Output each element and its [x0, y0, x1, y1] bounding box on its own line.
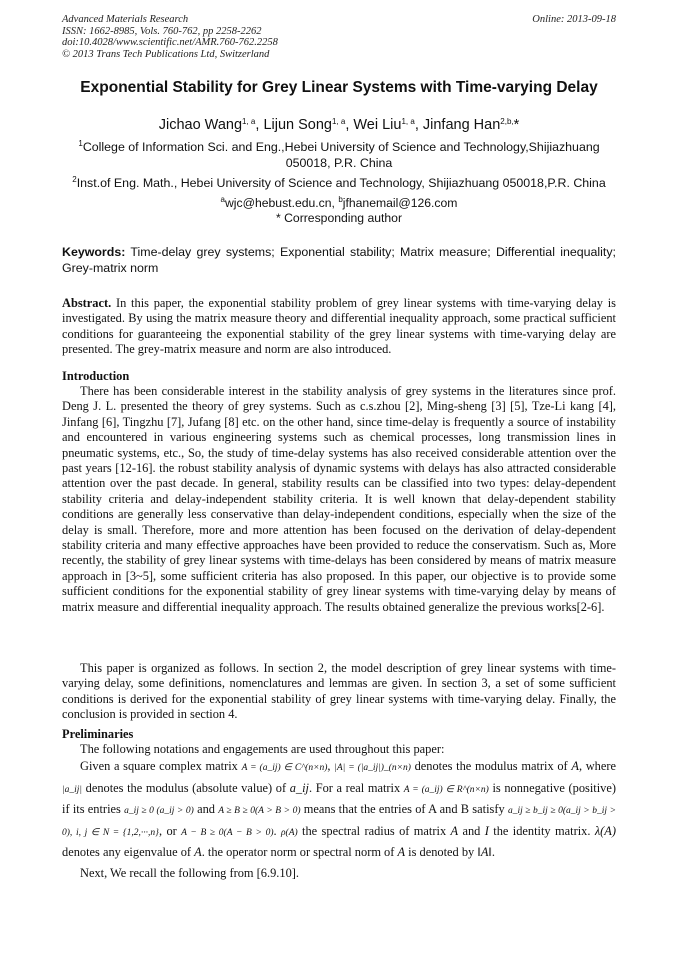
- section-heading-introduction: Introduction: [62, 369, 130, 383]
- corresponding-author-note: * Corresponding author: [275, 211, 403, 225]
- preliminaries-body: [62, 742, 616, 884]
- author-name: Jinfang Han: [422, 117, 501, 133]
- section-heading-preliminaries: Preliminaries: [62, 727, 134, 741]
- math-expression: a_ij ≥ 0 (a_ij > 0): [124, 806, 194, 817]
- math-expression: I: [484, 823, 489, 838]
- abstract-text: In this paper, the exponential stability problem of grey linear systems with time-varying delay is investigated. By using the matrix measure theory and differential inequality approach, some practical sufficient conditions for guaranteeing the exponential stability of the grey linear systems with time-varying delay are presented. The grey-matrix measure and norm are also introduced.: [62, 296, 616, 357]
- author-name: Wei Liu: [353, 117, 402, 133]
- corresponding-star-icon: *: [513, 117, 520, 133]
- text-run: , where: [578, 759, 616, 774]
- math-expression: A: [571, 759, 579, 774]
- journal-name: Advanced Materials Research: [62, 14, 189, 25]
- math-expression: A = (a_ij) ∈ R^(n×n): [403, 784, 489, 795]
- text-run: . the operator norm or spectral norm of: [201, 845, 398, 860]
- author-list: Jichao Wang$^{1, a}$, Lijun Song$^{1, a}$, Wei Liu$^{1, a}$, Jinfang Han$^{2,b,}$*: [158, 117, 520, 133]
- text-run: the identity matrix.: [488, 823, 595, 838]
- text-run: denotes any eigenvalue of: [62, 845, 195, 860]
- math-expression: A ≥ B ≥ 0(A > B > 0): [218, 806, 301, 817]
- email-a[interactable]: wjc@hebust.edu.cn,: [225, 196, 339, 210]
- text-run: is denoted by: [405, 845, 478, 860]
- author-name: Lijun Song: [263, 117, 332, 133]
- copyright-line: © 2013 Trans Tech Publications Ltd, Switzerland: [62, 48, 270, 60]
- math-expression: a_ij ≥ b_ij ≥ 0(a_ij > b_ij > 0), i, j ∈ N = {1,2,···,n}: [62, 806, 616, 838]
- text-run: and: [193, 802, 219, 817]
- email-sup: a: [220, 195, 225, 204]
- author-affiliation-sup: 2,b,: [500, 117, 514, 126]
- text-run: .: [273, 823, 281, 838]
- preliminaries-paragraph-3: Next, We recall the following from [6.9.10].: [80, 866, 299, 881]
- author-affiliation-sup: 1, a: [331, 117, 346, 126]
- math-expression: |a_ij|: [62, 784, 83, 795]
- math-expression: A: [450, 823, 459, 838]
- math-expression: A: [397, 845, 406, 860]
- math-expression: ‖A‖: [477, 845, 492, 860]
- abstract: [62, 296, 616, 358]
- email-block: [62, 196, 616, 226]
- math-expression: ρ(A): [280, 827, 298, 838]
- author-name: Jichao Wang: [158, 117, 243, 133]
- paper-title: Exponential Stability for Grey Linear Systems with Time-varying Delay: [80, 79, 598, 96]
- text-run: means that the entries of A and B satisfy: [300, 802, 508, 817]
- affiliation-1: [70, 139, 608, 171]
- math-expression: a_ij: [289, 780, 309, 795]
- text-run: . For a real matrix: [308, 780, 404, 795]
- text-run: is nonnegative (positive) if its entries: [62, 780, 616, 817]
- keywords: [62, 244, 616, 276]
- math-expression: A = (a_ij) ∈ C^(n×n): [241, 763, 328, 774]
- text-run: .: [491, 845, 495, 860]
- text-run: ,: [327, 759, 335, 774]
- text-run: , or: [158, 823, 182, 838]
- affiliation-2: [62, 175, 616, 191]
- introduction-paragraph-1: There has been considerable interest in the stability analysis of grey systems in the literatures since prof. Deng J. L. presented the theory of grey systems. Such as c.s.zhou [2], Ming-sheng [3] [5], Tze-Li kang [4], Jinfang [6], Tingzhu [7], Jufang [8] etc. on the other hand, since time-delay is frequently a source of instability and encountered in various engineering systems such as chemical processes, long transmission lines in pneumatic systems, etc., So, the study of time-delay systems has also received considerable attention over the past years [12-16]. the robust stability analysis of dynamic systems with delays has also attracted considerable attention over the past decade. In general, stability results can be classified into two types: delay-dependent stability criteria and delay-independent stability criteria. It is well known that delay-dependent stability conditions are generally less conservative than delay-independent conditions, especially when the size of the delay is small. Therefore, more and more attention has been focused on the derivation of delay-dependent stability criteria and many effective approaches have been provided to reduce the conservatism. Such as, More recently, the stability of grey linear systems with time-delays has been considered by means of matrix measure approach in [3~5], some sufficient criteria has also proposed. In this paper, our objective is to provide some sufficient conditions for the exponential stability of grey linear systems with time-varying delay by means of matrix measure and differential inequality approach. The results obtained generalize the previous works[2-6].: [62, 384, 616, 614]
- introduction-paragraph-2: This paper is organized as follows. In section 2, the model description of grey linear systems with time-varying delay, some definitions, nomenclatures and lemmas are given. In section 3, a set of some sufficient conditions is derived for the exponential stability of grey linear systems with time-varying delay. Finally, the conclusion is provided in section 4.: [62, 661, 616, 722]
- math-expression: λ(A): [594, 823, 616, 838]
- affiliation-text: Inst.of Eng. Math., Hebei University of Science and Technology, Shijiazhuang 050018,P.R. China: [76, 176, 606, 190]
- math-expression: A: [194, 845, 202, 860]
- affiliation-text: College of Information Sci. and Eng.,Hebei University of Science and Technology,Shijiazhuang 050018, P.R. China: [82, 140, 600, 170]
- math-expression: A − B ≥ 0(A − B > 0): [181, 827, 274, 838]
- author-affiliation-sup: 1, a: [242, 117, 256, 126]
- text-run: and: [458, 823, 485, 838]
- text-run: the spectral radius of matrix: [297, 823, 451, 838]
- affiliation-sup: 1: [78, 139, 83, 148]
- running-header: [62, 14, 616, 60]
- math-expression: |A| = (|a_ij|)_(n×n): [334, 763, 411, 774]
- abstract-label: Abstract.: [62, 296, 112, 310]
- preliminaries-paragraph-1: The following notations and engagements are used throughout this paper:: [80, 742, 445, 756]
- author-affiliation-sup: 1, a: [401, 117, 415, 126]
- affiliation-sup: 2: [72, 175, 77, 184]
- keywords-text: Time-delay grey systems; Exponential stability; Matrix measure; Differential inequality; Grey-matrix norm: [62, 245, 616, 275]
- issn-line: ISSN: 1662-8985, Vols. 760-762, pp 2258-2262: [62, 25, 262, 37]
- text-run: denotes the modulus (absolute value) of: [82, 780, 290, 795]
- doi-line[interactable]: doi:10.4028/www.scientific.net/AMR.760-762.2258: [62, 37, 278, 49]
- email-b[interactable]: jfhanemail@126.com: [342, 196, 458, 210]
- online-date: Online: 2013-09-18: [532, 14, 616, 25]
- text-run: Given a square complex matrix: [80, 759, 242, 774]
- preliminaries-paragraph-2: [62, 757, 616, 862]
- email-sup: b: [338, 195, 343, 204]
- text-run: denotes the modulus matrix of: [410, 759, 572, 774]
- keywords-label: Keywords:: [62, 245, 126, 259]
